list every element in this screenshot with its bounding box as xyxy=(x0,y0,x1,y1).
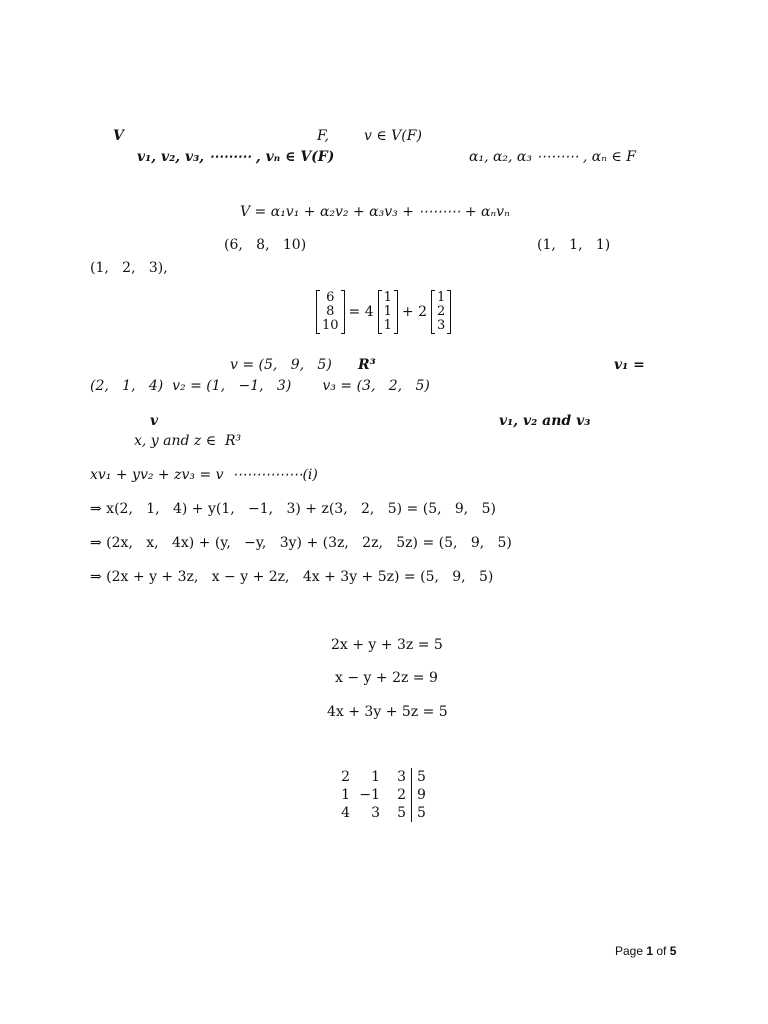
v-in-VF: v ∈ V(F) xyxy=(364,128,422,144)
xyz-in-R3: x, y and z ∈ R³ xyxy=(134,433,242,449)
augmented-column-constants: 5 9 5 xyxy=(417,769,426,821)
space-symbol-V: V xyxy=(113,128,124,144)
vectors-v1-v2-v3-symbols: v₁, v₂ and v₃ xyxy=(499,413,591,429)
example-vector-3: (1, 2, 3), xyxy=(90,260,168,276)
step-1-equation: xv₁ + yv₂ + zv₃ = v ⋯⋯⋯⋯⋯(i) xyxy=(90,467,318,483)
vector-list: v₁, v₂, v₃, ⋯⋯⋯ , vₙ ∈ V(F) xyxy=(137,149,335,165)
field-symbol-F: F, xyxy=(317,128,329,144)
matrix-123: 1 2 3 xyxy=(431,290,451,334)
matrix-lhs: 6 8 10 xyxy=(316,290,345,334)
step-4-equation: ⇒ (2x + y + 3z, x − y + 2z, 4x + 3y + 5z) = (5, 9, 5) xyxy=(90,569,494,585)
augmented-column-3: 3 2 5 xyxy=(380,768,412,822)
example-vector-2: (1, 1, 1) xyxy=(537,237,611,253)
linear-combination-equation: V = α₁v₁ + α₂v₂ + α₃v₃ + ⋯⋯⋯ + αₙvₙ xyxy=(240,204,510,220)
step-3-equation: ⇒ (2x, x, 4x) + (y, −y, 3y) + (3z, 2z, 5z) = (5, 9, 5) xyxy=(90,535,512,551)
matrix-ones: 1 1 1 xyxy=(378,290,398,334)
system-equation-2: x − y + 2z = 9 xyxy=(335,670,438,686)
system-equation-3: 4x + 3y + 5z = 5 xyxy=(327,704,448,720)
page-number: Page 1 of 5 xyxy=(615,944,677,958)
example-vector-1: (6, 8, 10) xyxy=(224,237,307,253)
vectors-v1-v2-v3: (2, 1, 4) v₂ = (1, −1, 3) v₃ = (3, 2, 5) xyxy=(90,378,430,394)
vector-v-definition: v = (5, 9, 5) xyxy=(230,357,332,373)
v1-label: v₁ = xyxy=(614,357,645,373)
system-equation-1: 2x + y + 3z = 5 xyxy=(331,637,443,653)
augmented-matrix xyxy=(332,768,431,822)
augmented-column-1: 2 1 4 xyxy=(341,769,350,821)
R3-symbol: R³ xyxy=(358,357,376,373)
augmented-column-2: 1 −1 3 xyxy=(359,769,380,821)
matrix-equation xyxy=(316,290,451,334)
v-symbol: v xyxy=(150,413,159,429)
equals-4: = 4 xyxy=(348,304,374,320)
plus-2: + 2 xyxy=(401,304,428,320)
step-2-equation: ⇒ x(2, 1, 4) + y(1, −1, 3) + z(3, 2, 5) = (5, 9, 5) xyxy=(90,501,496,517)
scalar-list: α₁, α₂, α₃ ⋯⋯⋯ , αₙ ∈ F xyxy=(469,149,636,165)
